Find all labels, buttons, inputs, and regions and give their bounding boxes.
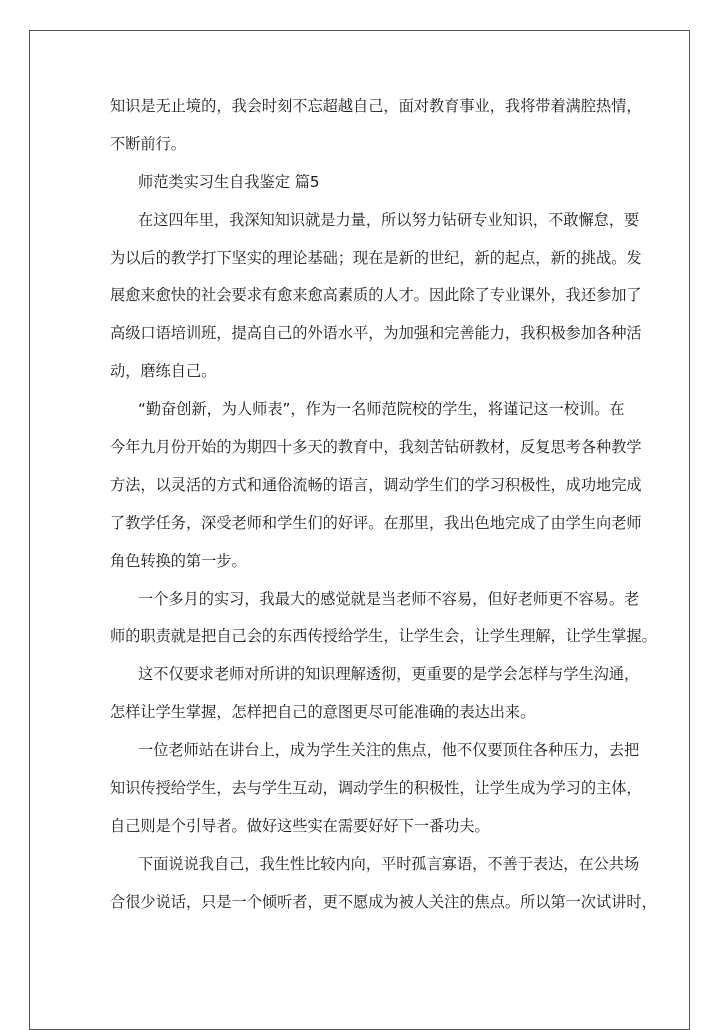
paragraph-start: 这不仅要求老师对所讲的知识理解透彻，更重要的是学会怎样与学生沟通， — [138, 665, 640, 684]
paragraph-start: “勤奋创新，为人师表”，作为一名师范院校的学生，将谨记这一校训。在 — [138, 400, 625, 419]
paragraph-start: 一个多月的实习，我最大的感觉就是当老师不容易，但好老师更不容易。老 — [138, 589, 640, 608]
document-body — [110, 88, 657, 922]
text-line: 怎样让学生掌握，怎样把自己的意图更尽可能准确的表达出来。 — [110, 703, 536, 722]
text-line: 知识传授给学生，去与学生互动，调动学生的积极性，让学生成为学习的主体， — [110, 779, 642, 798]
text-line: 师的职责就是把自己会的东西传授给学生，让学生会，让学生理解，让学生掌握。 — [110, 627, 657, 646]
section-heading: 师范类实习生自我鉴定 篇5 — [138, 172, 320, 191]
text-line: 自己则是个引导者。做好这些实在需要好好下一番功夫。 — [110, 816, 490, 835]
text-line: 了教学任务，深受老师和学生们的好评。在那里，我出色地完成了由学生向老师 — [110, 513, 642, 532]
text-line: 动，磨练自己。 — [110, 362, 217, 381]
text-line: 展愈来愈快的社会要求有愈来愈高素质的人才。因此除了专业课外，我还参加了 — [110, 286, 642, 305]
text-line: 今年九月份开始的为期四十多天的教育中，我刻苦钻研教材，反复思考各种教学 — [110, 438, 642, 457]
text-line: 不断前行。 — [110, 134, 186, 153]
text-line: 角色转换的第一步。 — [110, 551, 247, 570]
text-line: 知识是无止境的，我会时刻不忘超越自己，面对教育事业，我将带着满腔热情， — [110, 97, 642, 115]
text-line: 高级口语培训班，提高自己的外语水平，为加强和完善能力，我积极参加各种活 — [110, 324, 642, 343]
text-line: 合很少说话，只是一个倾听者，更不愿成为被人关注的焦点。所以第一次试讲时， — [110, 892, 657, 911]
paragraph-start: 下面说说我自己，我生性比较内向，平时孤言寡语，不善于表达，在公共场 — [138, 854, 640, 873]
text-line: 方法，以灵活的方式和通俗流畅的语言，调动学生们的学习积极性，成功地完成 — [110, 475, 642, 494]
text-line: 为以后的教学打下坚实的理论基础；现在是新的世纪，新的起点，新的挑战。发 — [110, 248, 642, 267]
paragraph-start: 在这四年里，我深知知识就是力量，所以努力钻研专业知识，不敢懈怠，要 — [138, 210, 640, 229]
paragraph-start: 一位老师站在讲台上，成为学生关注的焦点，他不仅要顶住各种压力，去把 — [138, 741, 640, 760]
